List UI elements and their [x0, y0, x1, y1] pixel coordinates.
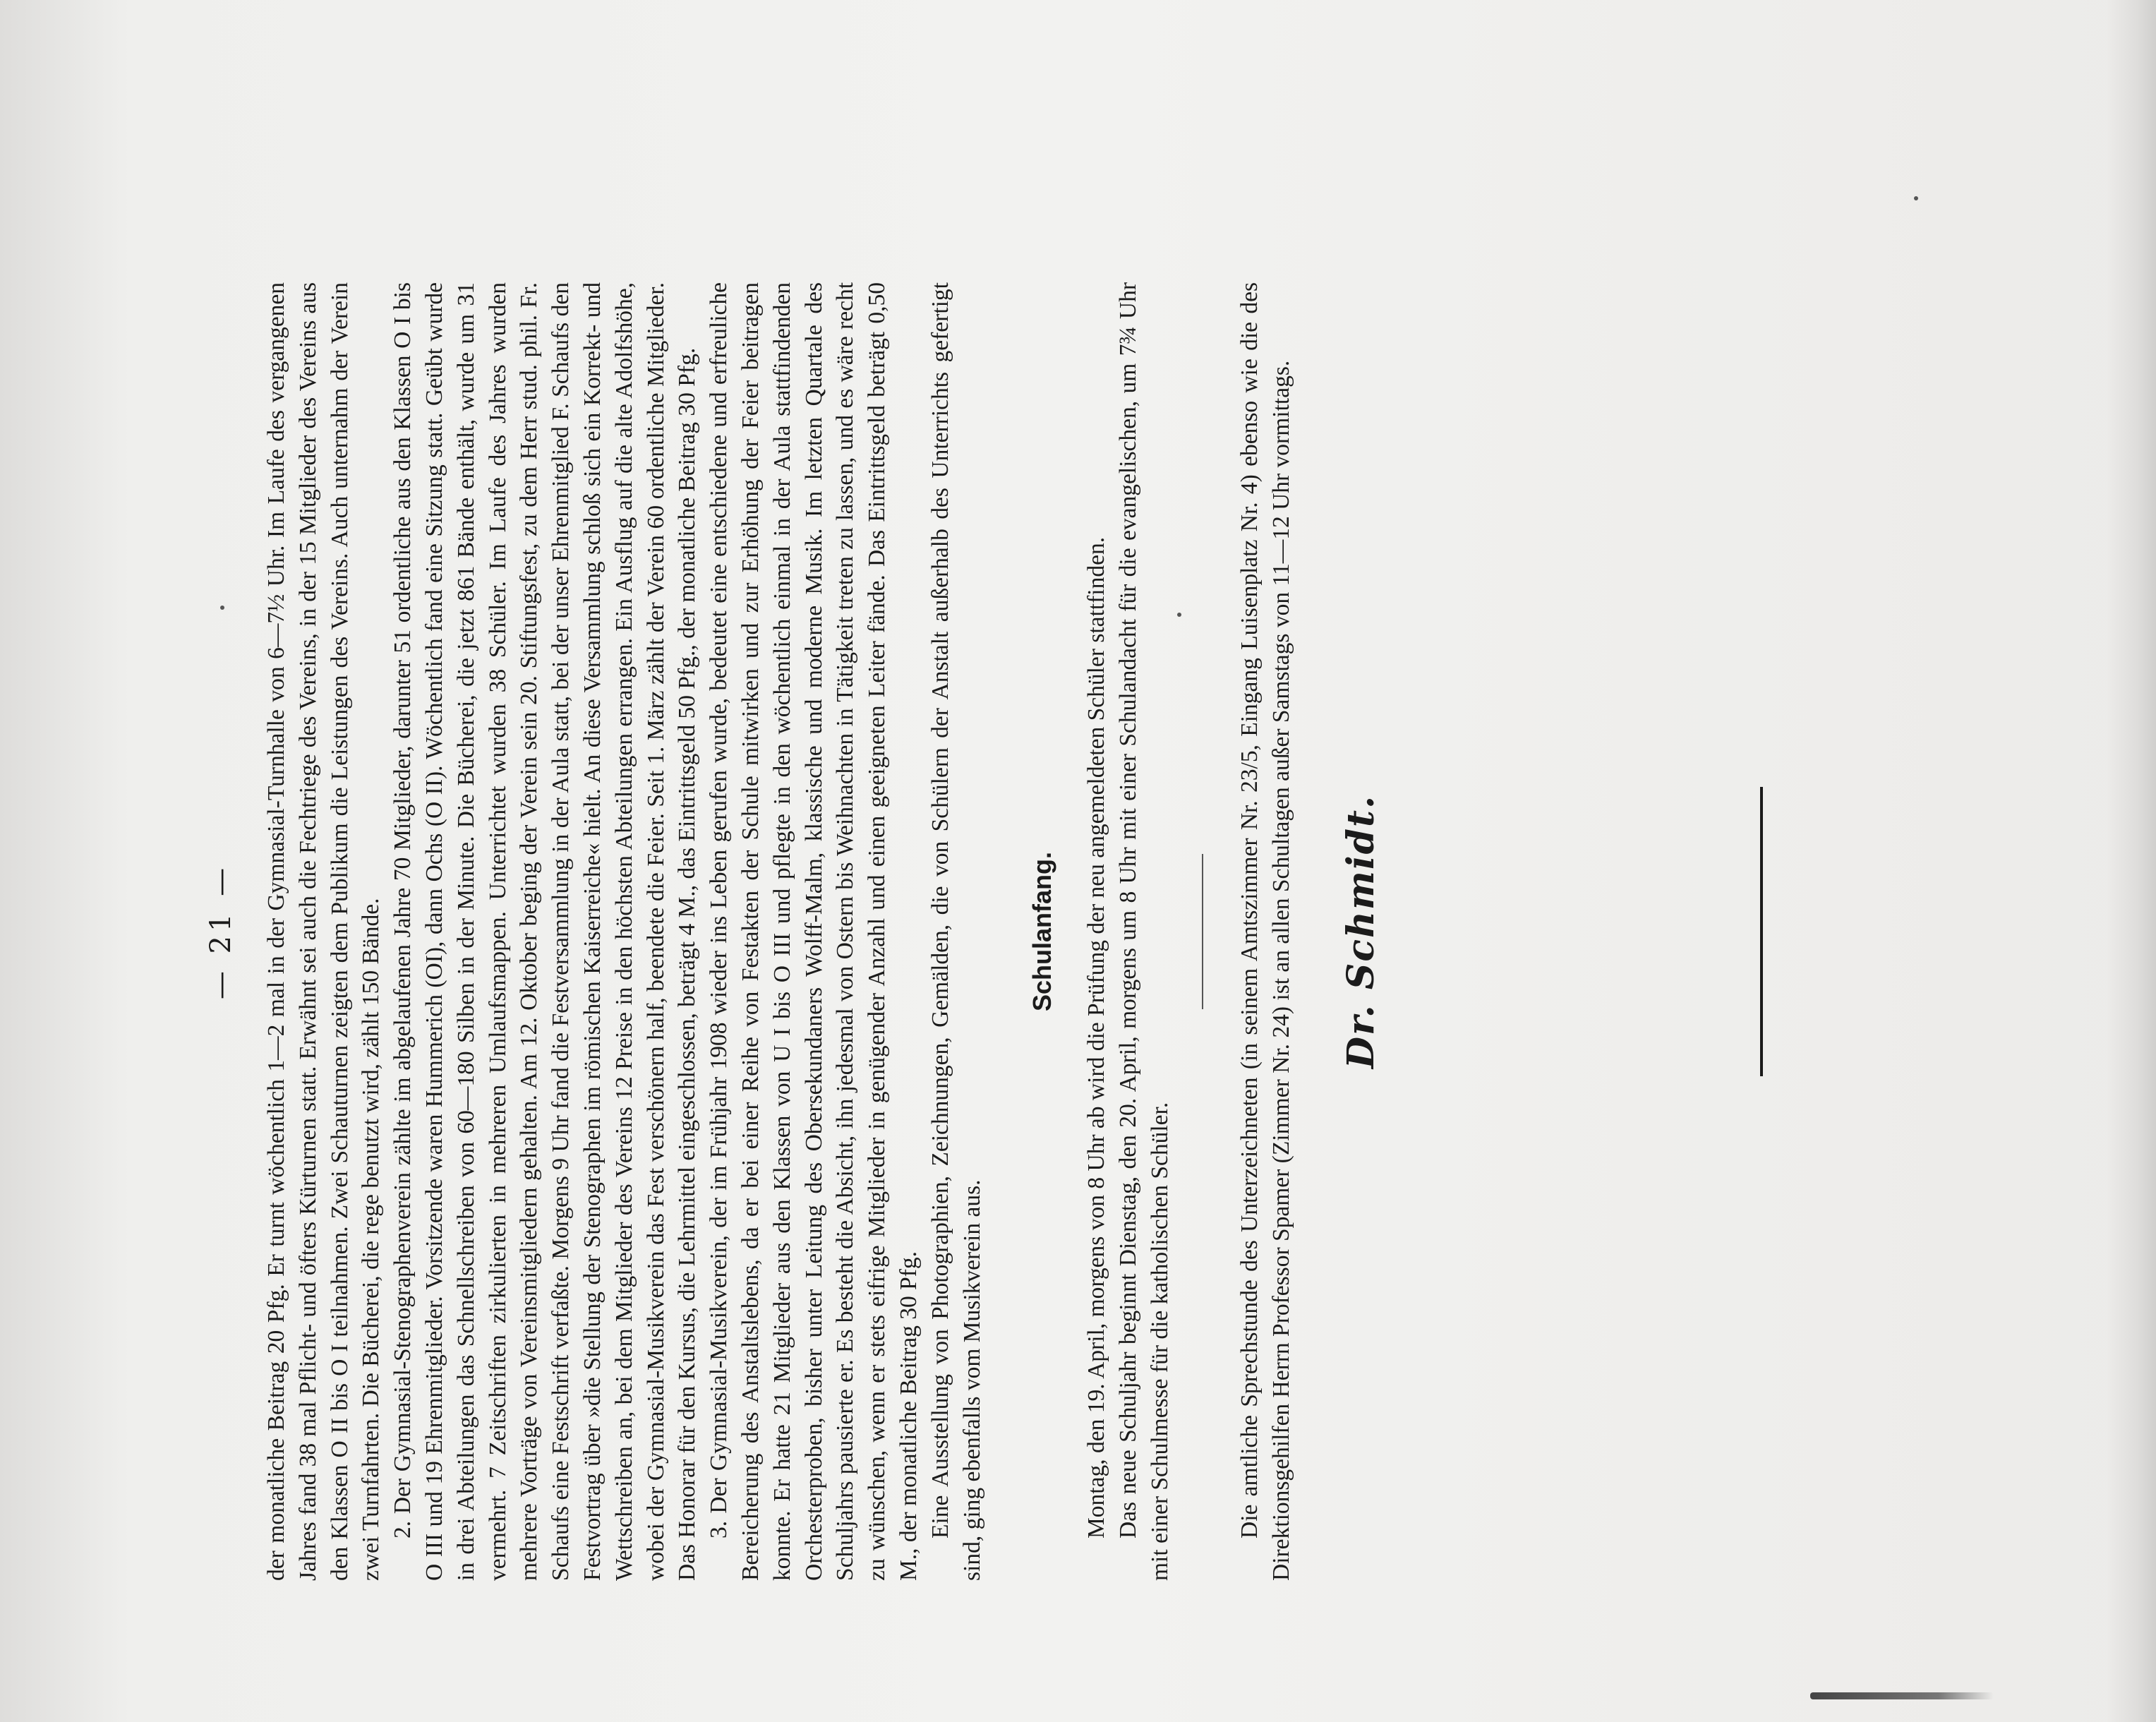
page-number: — 21 — — [205, 863, 237, 1000]
rotated-text-block — [205, 282, 1383, 1581]
paragraph-ausstellung: Eine Ausstellung von Photographien, Zeichnungen, Gemälden, die von Schülern der Anstalt außerhalb des Unterrichts gefertigt sind, ging ebenfalls vom Musikverein aus. — [927, 282, 985, 1581]
speck-mark — [1177, 613, 1181, 617]
ink-stroke — [1760, 787, 1763, 1076]
separator-rule — [1202, 854, 1203, 1009]
paragraph-stenographenverein: 2. Der Gymnasial-Stenographenverein zählte im abgelaufenen Jahre 70 Mitglieder, darunter 51 ordentliche aus den Klassen O I bis O III und 19 Ehrenmitglieder. Vorsitzende waren Hummerich (OI), dann Ochs (O II). Wöchentlich fand eine Sitzung statt. Geübt wurde in drei Abteilungen das Schnellschreiben von 60—180 Silben in der Minute. Die Bücherei, die jetzt 861 Bände enthält, wurde um 31 vermehrt. 7 Zeitschriften zirkulierten in mehreren Umlaufsmappen. Unterrichtet wurden 38 Schüler. Im Laufe des Jahres wurden mehrere Vorträge von Vereinsmitgliedern gehalten. Am 12. Oktober beging der Verein sein 20. Stiftungsfest, zu dem Herr stud. phil. Fr. Schaufs eine Festschrift verfaßte. Morgens 9 Uhr fand die Festversammlung in der Aula statt, bei der unser Ehrenmitglied F. Schaufs den Festvortrag über »die Stellung der Stenographen im römischen Kaiserreiche« hielt. An diese Versammlung schloß sich ein Korrekt- und Wettschreiben an, bei dem Mitglieder des Vereins 12 Preise in den höchsten Abteilungen errangen. Ein Ausflug auf die alte Adolfshöhe, wobei der Gymnasial-Musikverein das Fest verschönern half, beendete die Feier. Seit 1. März zählt der Verein 60 ordentliche Mitglieder. Das Honorar für den Kursus, die Lehrmittel eingeschlossen, beträgt 4 M., das Eintrittsgeld 50 Pfg., der monatliche Beitrag 30 Pfg. — [390, 282, 701, 1581]
paragraph-musikverein: 3. Der Gymnasial-Musikverein, der im Frühjahr 1908 wieder ins Leben gerufen wurde, bedeutet eine entschiedene und erfreuliche Bereicherung des Anstaltslebens, da er bei einer Reihe von Festakten der Schule mitwirken und zur Erhöhung der Feier beitragen konnte. Er hatte 21 Mitglieder aus den Klassen von U I bis O III und pflegte in den wöchentlich einmal in der Aula stattfindenden Orchesterproben, bisher unter Leitung des Obersekundaners Wolff-Malm, klassische und moderne Musik. Im letzten Quartale des Schuljahrs pausierte er. Es besteht die Absicht, ihn jedesmal von Ostern bis Weihnachten in Tätigkeit treten zu lassen, und es wäre recht zu wünschen, wenn er stets eifrige Mitglieder in genügender Anzahl und einen geeigneten Leiter fände. Das Eintrittsgeld beträgt 0,50 M., der monatliche Beitrag 30 Pfg. — [706, 282, 922, 1581]
paragraph-sprechstunde: Die amtliche Sprechstunde des Unterzeichneten (in seinem Amtszimmer Nr. 23/5, Eingang Luisenplatz Nr. 4) ebenso wie die des Direktionsgehilfen Herrn Professor Spamer (Zimmer Nr. 24) ist an allen Schultagen außer Samstags von 11—12 Uhr vormittags. — [1236, 282, 1294, 1581]
speck-mark — [220, 606, 224, 610]
section-title-schulanfang: Schulanfang. — [1028, 851, 1057, 1012]
scan-artifact — [1810, 1692, 1994, 1699]
paragraph-schuljahr: Das neue Schuljahr beginnt Dienstag, den 20. April, morgens um 8 Uhr mit einer Schulandacht für die evangelischen, um 7¾ Uhr mit einer Schulmesse für die katholischen Schüler. — [1115, 282, 1173, 1581]
paragraph-pruefung: Montag, den 19. April, morgens von 8 Uhr ab wird die Prüfung der neu angemeldeten Schüler stattfinden. — [1083, 536, 1110, 1539]
speck-mark — [1914, 196, 1918, 200]
paragraph-turnverein: der monatliche Beitrag 20 Pfg. Er turnt wöchentlich 1—2 mal in der Gymnasial-Turnhalle von 6—7½ Uhr. Im Laufe des vergangenen Jahres fand 38 mal Pflicht- und öfters Kürturnen statt. Erwähnt sei auch die Fechtriege des Vereins, in der 15 Mitglieder des Vereins aus den Klassen O II bis O I teilnahmen. Zwei Schauturnen zeigten dem Publikum die Leistungen des Vereins. Auch unternahm der Verein zwei Turnfahrten. Die Bücherei, die rege benutzt wird, zählt 150 Bände. — [263, 282, 385, 1581]
page-edge-shadow — [2107, 0, 2156, 1722]
signature: Dr. Schmidt. — [1339, 794, 1383, 1069]
